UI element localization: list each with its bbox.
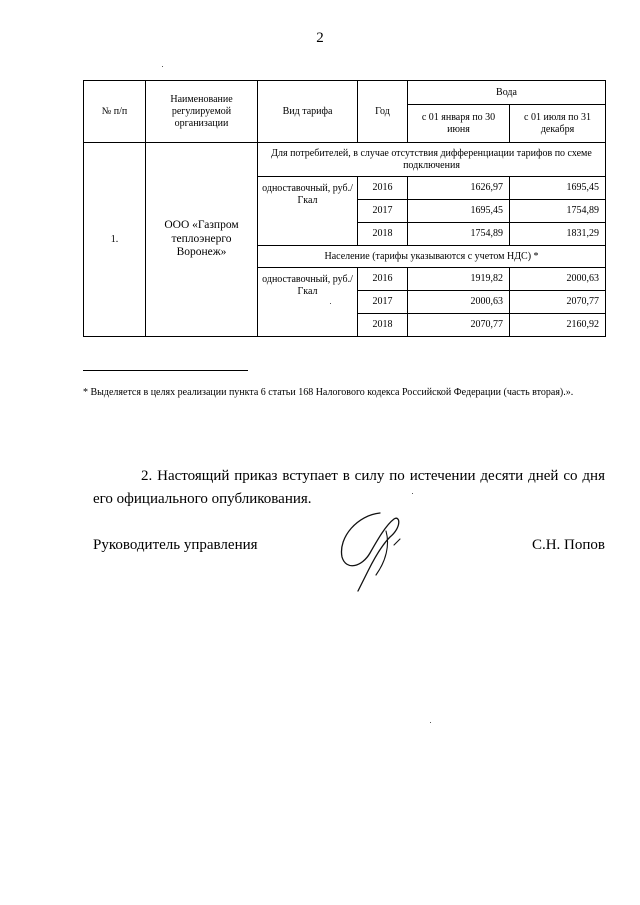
footnote-divider <box>83 370 248 371</box>
scan-speck <box>330 303 331 304</box>
value-period-2: 1695,45 <box>510 177 606 200</box>
header-tariff-type: Вид тарифа <box>258 81 358 143</box>
value-period-2: 2160,92 <box>510 314 606 337</box>
value-period-2: 2070,77 <box>510 291 606 314</box>
header-year: Год <box>358 81 408 143</box>
group-title: Для потребителей, в случае отсутствия дифференциации тарифов по схеме подключения <box>258 143 606 177</box>
header-water: Вода <box>408 81 606 105</box>
year-cell: 2017 <box>358 200 408 223</box>
year-cell: 2017 <box>358 291 408 314</box>
header-organization: Наименование регулируемой организации <box>146 81 258 143</box>
tariff-table <box>83 80 606 337</box>
group-title-row <box>84 143 606 177</box>
header-period-2: с 01 июля по 31 декабря <box>510 105 606 143</box>
year-cell: 2016 <box>358 177 408 200</box>
value-period-1: 1626,97 <box>408 177 510 200</box>
footnote: * Выделяется в целях реализации пункта 6 статьи 168 Налогового кодекса Российской Федерации (часть вторая).». <box>83 387 574 398</box>
scan-speck <box>430 722 431 723</box>
organization-name: ООО «Газпром теплоэнерго Воронеж» <box>146 143 258 337</box>
value-period-1: 1695,45 <box>408 200 510 223</box>
signer-title: Руководитель управления <box>93 537 258 553</box>
tariff-type-cell: одноставочный, руб./Гкал <box>258 177 358 246</box>
table-header-row <box>84 81 606 105</box>
page-number: 2 <box>316 30 324 46</box>
value-period-2: 1754,89 <box>510 200 606 223</box>
value-period-1: 2000,63 <box>408 291 510 314</box>
year-cell: 2018 <box>358 223 408 246</box>
value-period-2: 2000,63 <box>510 268 606 291</box>
year-cell: 2016 <box>358 268 408 291</box>
scan-speck <box>162 66 163 67</box>
value-period-2: 1831,29 <box>510 223 606 246</box>
tariff-type-cell: одноставочный, руб./Гкал <box>258 268 358 337</box>
year-cell: 2018 <box>358 314 408 337</box>
header-number: № п/п <box>84 81 146 143</box>
group-title: Население (тарифы указываются с учетом НДС) * <box>258 246 606 268</box>
value-period-1: 2070,77 <box>408 314 510 337</box>
signer-name: С.Н. Попов <box>531 537 605 553</box>
value-period-1: 1919,82 <box>408 268 510 291</box>
scan-speck <box>412 493 413 494</box>
value-period-1: 1754,89 <box>408 223 510 246</box>
signature-image <box>328 505 418 595</box>
header-period-1: с 01 января по 30 июня <box>408 105 510 143</box>
row-number: 1. <box>84 143 146 337</box>
effective-date-paragraph: 2. Настоящий приказ вступает в силу по истечении десяти дней со дня его официального опубликования. <box>93 468 605 508</box>
